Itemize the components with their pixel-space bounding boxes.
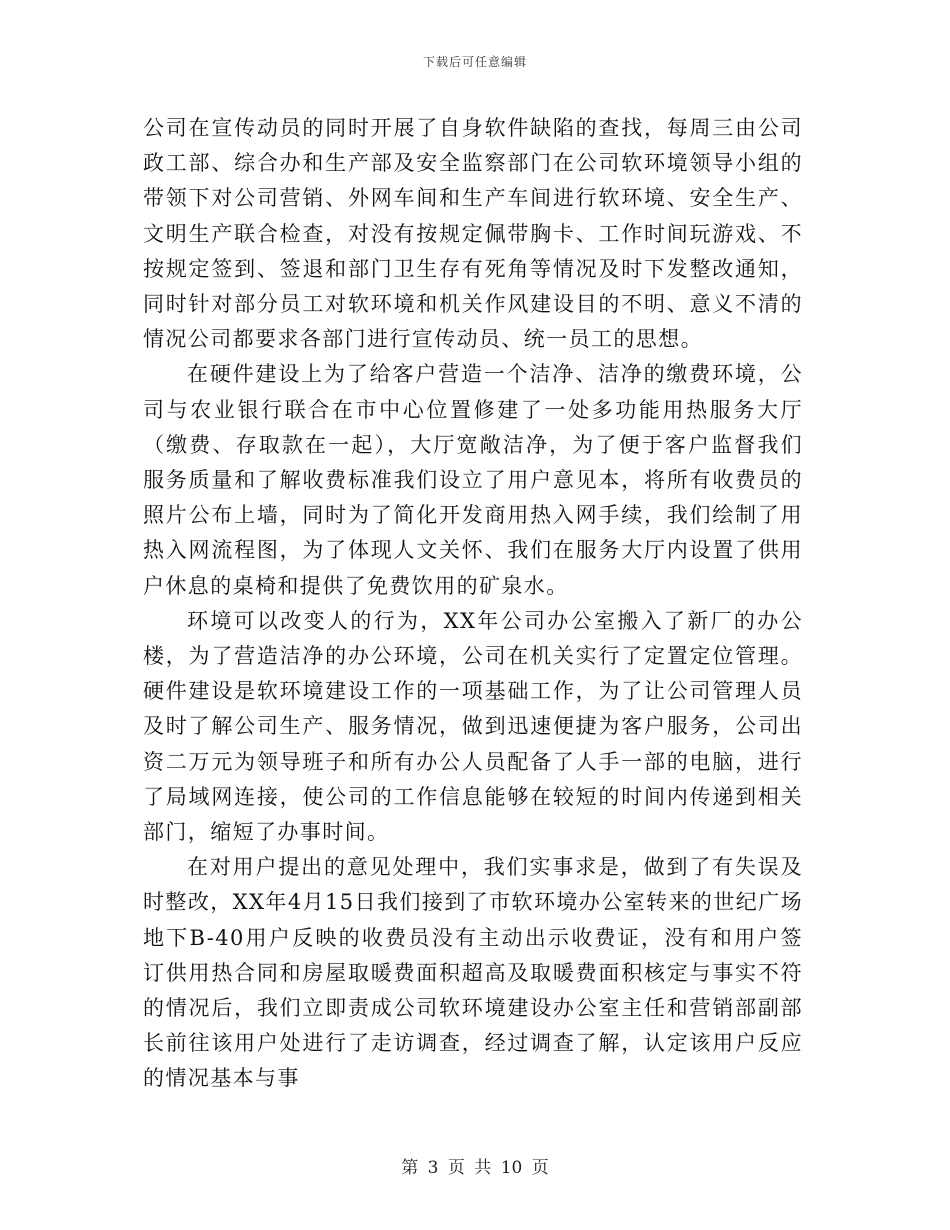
paragraph-3: 环境可以改变人的行为，XX年公司办公室搬入了新厂的办公楼，为了营造洁净的办公环境，公司在机关实行了定置定位管理。硬件建设是软环境建设工作的一项基础工作，为了让公司管理人员及时了解公司生产、服务情况，做到迅速便捷为客户服务，公司出资二万元为领导班子和所有办公人员配备了人手一部的电脑，进行了局域网连接，使公司的工作信息能够在较短的时间内传递到相关部门，缩短了办事时间。 [143,608,803,845]
paragraph-4: 在对用户提出的意见处理中，我们实事求是，做到了有失误及时整改，XX年4月15日我们接到了市软环境办公室转来的世纪广场地下B-40用户反映的收费员没有主动出示收费证，没有和用户签订供用热合同和房屋取暖费面积超高及取暖费面积核定与事实不符的情况后，我们立即责成公司软环境建设办公室主任和营销部副部长前往该用户处进行了走访调查，经过调查了解，认定该用户反应的情况基本与事 [143,855,803,1091]
paragraph-2: 在硬件建设上为了给客户营造一个洁净、洁净的缴费环境，公司与农业银行联合在市中心位置修建了一处多功能用热服务大厅（缴费、存取款在一起），大厅宽敞洁净，为了便于客户监督我们服务质量和了解收费标准我们设立了用户意见本，将所有收费员的照片公布上墙，同时为了简化开发商用热入网手续，我们绘制了用热入网流程图，为了体现人文关怀、我们在服务大厅内设置了供用户休息的桌椅和提供了免费饮用的矿泉水。 [143,362,803,598]
document-body [143,111,803,1097]
paragraph-1: 公司在宣传动员的同时开展了自身软件缺陷的查找，每周三由公司政工部、综合办和生产部及安全监察部门在公司软环境领导小组的带领下对公司营销、外网车间和生产车间进行软环境、安全生产、文明生产联合检查，对没有按规定佩带胸卡、工作时间玩游戏、不按规定签到、签退和部门卫生存有死角等情况及时下发整改通知，同时针对部分员工对软环境和机关作风建设目的不明、意义不清的情况公司都要求各部门进行宣传动员、统一员工的思想。 [143,116,803,352]
page-header-note: 下载后可任意编辑 [422,55,527,69]
page-number-footer: 第 3 页 共 10 页 [401,1158,549,1178]
